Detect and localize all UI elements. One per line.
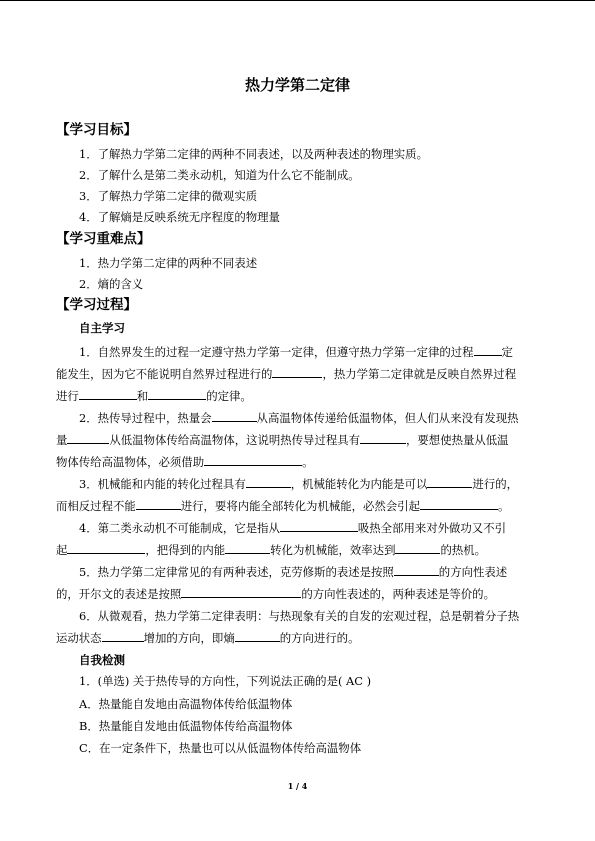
self-study-q2-line2 [56, 432, 509, 448]
self-check-option-a: A．热量能自发地由高温物体传给低温物体 [79, 697, 293, 711]
q4-text: 4．第二类永动机不可能制成，它是指从 [79, 521, 280, 535]
q2-text: 量 [56, 433, 68, 447]
q6-text: 的方向进行的。 [279, 631, 360, 645]
answer-blank[interactable] [79, 388, 137, 400]
q3-text: 而相反过程不能 [56, 499, 136, 513]
q1-text: 1．自然界发生的过程一定遵守热力学第一定律，但遵守热力学第一定律的过程 [79, 345, 474, 359]
q1-text: 定 [501, 345, 513, 359]
q2-text: 。 [302, 455, 314, 469]
answer-blank[interactable] [148, 388, 206, 400]
q6-text: 运动状态 [56, 631, 102, 645]
q4-text: 吸热全部用来对外做功又不引 [357, 521, 506, 535]
answer-blank[interactable] [246, 476, 291, 488]
answer-blank[interactable] [67, 432, 109, 444]
q5-text: 的方向性表述的，两种表述是等价的。 [301, 587, 495, 601]
self-study-q6-line2 [56, 630, 359, 646]
answer-blank[interactable] [272, 366, 322, 378]
answer-blank[interactable] [102, 630, 144, 642]
q1-text: 能发生，因为它不能说明自然界过程进行的 [56, 367, 273, 381]
top-rule [0, 0, 595, 1]
q3-text: 。 [497, 499, 510, 513]
answer-blank[interactable] [474, 344, 502, 356]
answer-blank[interactable] [225, 542, 270, 554]
self-study-q2-line1 [79, 410, 519, 426]
answer-blank[interactable] [360, 432, 406, 444]
q2-text: ，要想使热量从低温 [406, 433, 509, 447]
q3-text: 进行的， [472, 477, 518, 491]
answer-blank[interactable] [427, 476, 472, 488]
q6-text: 6．从微观看，热力学第二定律表明：与热现象有关的自发的宏观过程，总是朝着分子热 [79, 609, 520, 623]
self-check-heading: 自我检测 [79, 653, 125, 667]
self-study-q6-line1 [79, 608, 519, 624]
answer-blank[interactable] [212, 410, 257, 422]
self-study-q3-line1 [79, 476, 518, 492]
self-study-q5-line2 [56, 586, 495, 602]
self-check-question: 1．(单选) 关于热传导的方向性，下列说法正确的是( AC ) [79, 674, 372, 688]
q4-text: 转化为机械能，效率达到 [270, 543, 396, 557]
objective-item: 3．了解热力学第二定律的微观实质 [79, 189, 258, 203]
key-point-item: 1．热力学第二定律的两种不同表述 [79, 256, 258, 270]
self-study-q1-line3 [56, 388, 252, 404]
q4-text: 起 [56, 543, 68, 557]
answer-blank[interactable] [136, 498, 181, 510]
answer-blank[interactable] [395, 542, 440, 554]
q5-text: 的，开尔文的表述是按照 [56, 587, 182, 601]
self-study-q3-line2 [56, 498, 509, 514]
answer-blank[interactable] [67, 542, 145, 554]
objectives-heading: 【学习目标】 [56, 122, 137, 138]
q6-text: 增加的方向，即熵 [143, 631, 235, 645]
self-study-q1-line2 [56, 366, 516, 382]
objective-item: 4．了解熵是反映系统无序程度的物理量 [79, 210, 280, 224]
key-point-item: 2．熵的含义 [79, 277, 144, 291]
q1-text: ，热力学第二定律就是反映自然界过程 [322, 367, 517, 381]
self-study-heading: 自主学习 [79, 321, 125, 335]
objective-item: 2．了解什么是第二类永动机，知道为什么它不能制成。 [79, 168, 360, 182]
process-heading: 【学习过程】 [56, 297, 137, 313]
q2-text: 2．热传导过程中，热量会 [79, 411, 212, 425]
self-study-q4-line1 [79, 520, 506, 536]
answer-blank[interactable] [394, 564, 439, 576]
q4-text: ，把得到的内能 [145, 543, 226, 557]
q5-text: 5．热力学第二定律常见的有两种表述，克劳修斯的表述是按照 [79, 565, 394, 579]
self-study-q5-line1 [79, 564, 507, 580]
q2-text: 从高温物体传递给低温物体，但人们从来没有发现热 [256, 411, 519, 425]
q1-text: 进行 [56, 389, 79, 403]
answer-blank[interactable] [420, 498, 498, 510]
self-check-option-b: B．热量能自发地由低温物体传给高温物体 [79, 719, 293, 733]
self-study-q2-line3 [56, 454, 314, 470]
q1-text: 的定律。 [206, 389, 252, 403]
key-points-heading: 【学习重难点】 [56, 231, 151, 247]
q3-text: 进行，要将内能全部转化为机械能，必然会引起 [180, 499, 420, 513]
self-study-q1-line1 [79, 344, 513, 360]
answer-blank[interactable] [181, 586, 301, 598]
objective-item: 1．了解热力学第二定律的两种不同表述，以及两种表述的物理实质。 [79, 147, 428, 161]
page-number: 1 / 4 [287, 781, 308, 791]
answer-blank[interactable] [204, 454, 302, 466]
answer-blank[interactable] [280, 520, 358, 532]
self-study-q4-line2 [56, 542, 486, 558]
q3-text: 3．机械能和内能的转化过程具有 [79, 477, 246, 491]
q4-text: 的热机。 [440, 543, 487, 557]
self-check-option-c: C．在一定条件下，热量也可以从低温物体传给高温物体 [79, 741, 362, 755]
answer-blank[interactable] [235, 630, 280, 642]
q3-text: ，机械能转化为内能是可以 [290, 477, 428, 491]
page-title: 热力学第二定律 [244, 76, 350, 94]
q2-text: 物体传给高温物体，必须借助 [56, 455, 205, 469]
q5-text: 的方向性表述 [438, 565, 508, 579]
q2-text: 从低温物体传给高温物体，这说明热传导过程具有 [109, 433, 361, 447]
q1-text: 和 [136, 389, 149, 403]
